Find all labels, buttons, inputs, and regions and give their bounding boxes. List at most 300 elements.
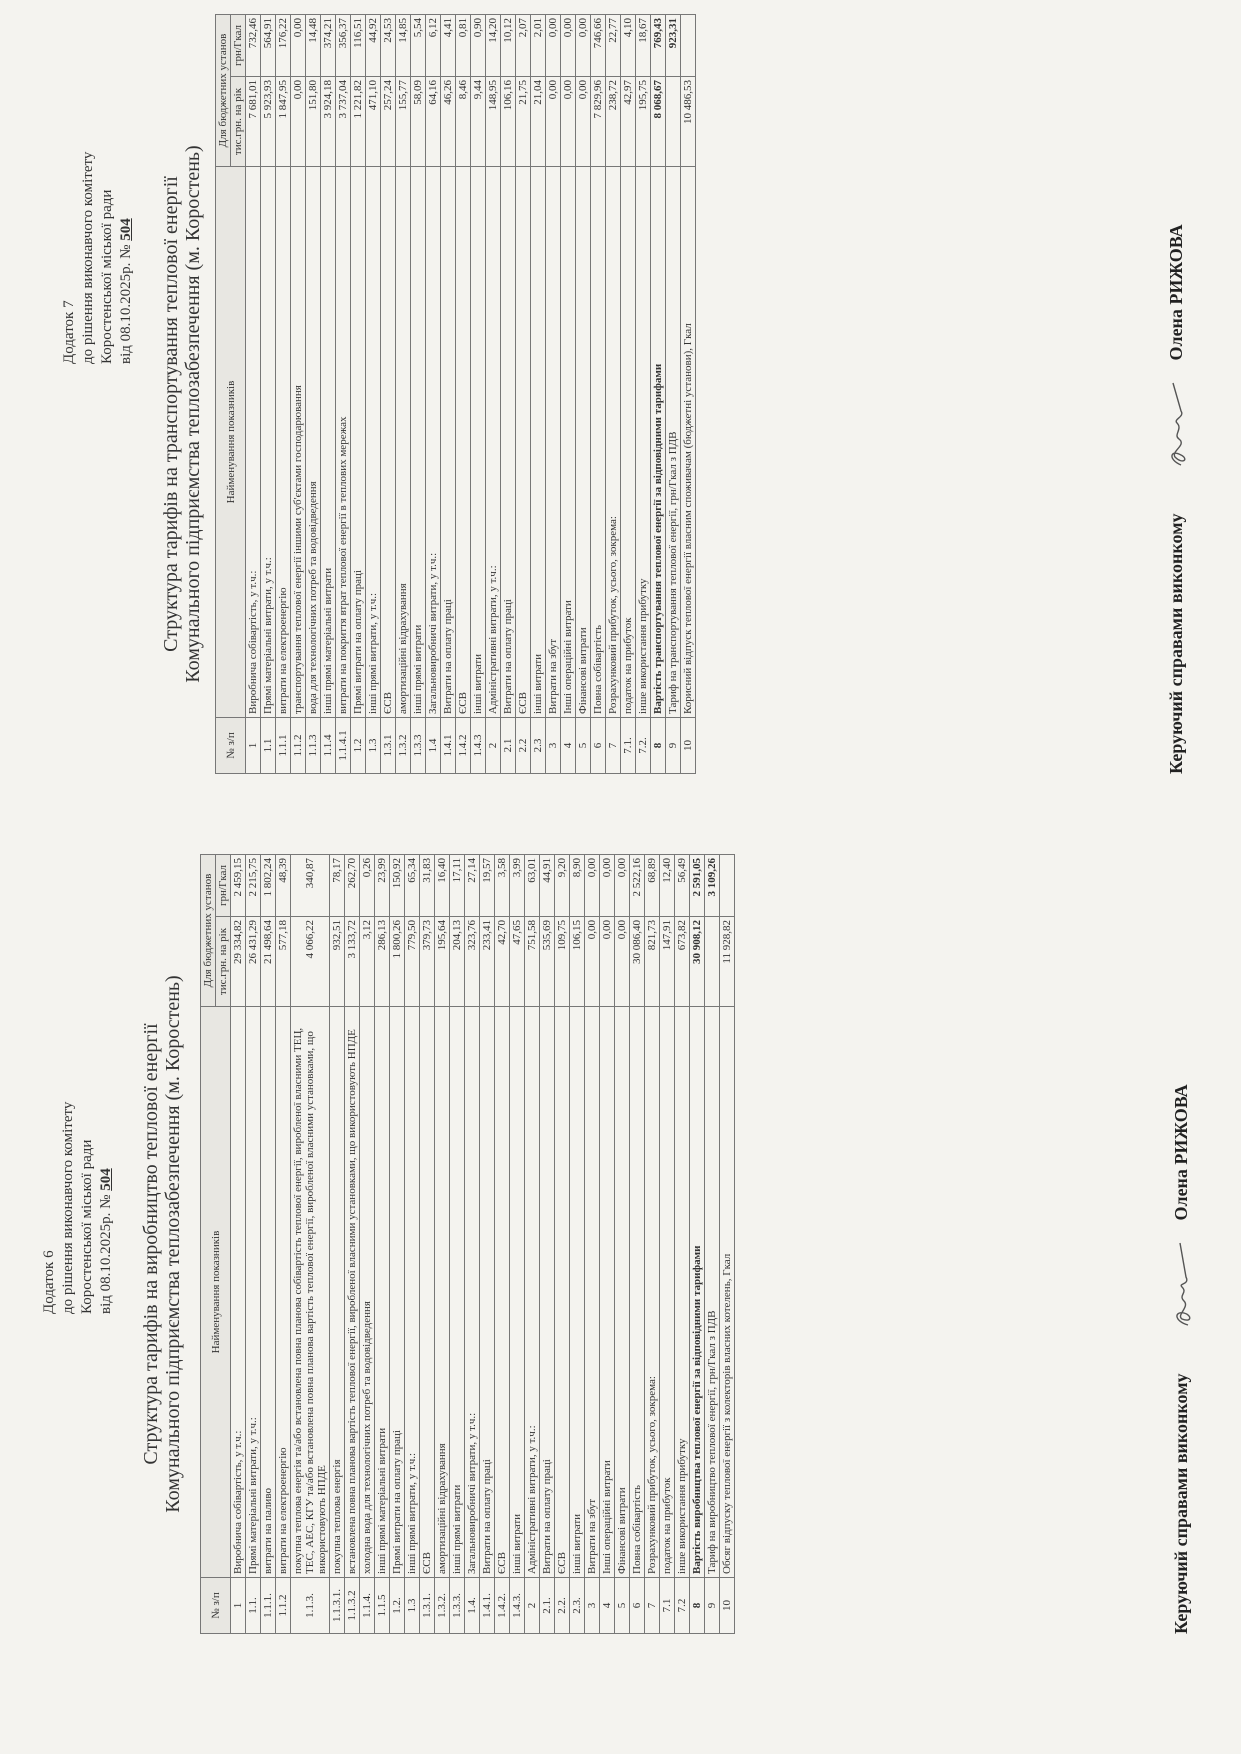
row-value-annual: 932,51 (330, 917, 345, 1007)
appendix-header (40, 1054, 116, 1314)
row-name: Фінансові витрати (576, 167, 591, 718)
row-value-per-gcal: 68,89 (645, 855, 660, 917)
page-title (160, 24, 204, 804)
row-name: Адміністративні витрати, у т.ч.: (525, 1007, 540, 1578)
table-row (321, 15, 336, 774)
row-value-annual: 7 829,96 (591, 77, 606, 167)
row-number: 1.1.4. (360, 1578, 375, 1634)
signature-image (1165, 379, 1191, 469)
row-name: інше використання прибутку (636, 167, 651, 718)
row-number: 8 (690, 1578, 705, 1634)
table-row (306, 15, 321, 774)
row-value-annual: 148,95 (486, 77, 501, 167)
row-value-annual: 257,24 (381, 77, 396, 167)
row-number: 9 (705, 1578, 720, 1634)
row-number: 3 (585, 1578, 600, 1634)
row-name: Витрати на оплату праці (501, 167, 516, 718)
row-value-per-gcal: 356,37 (336, 15, 351, 77)
row-number: 3 (546, 718, 561, 774)
table-row (330, 855, 345, 1634)
table-row (246, 15, 261, 774)
row-value-per-gcal: 4,10 (621, 15, 636, 77)
row-value-annual: 4 066,22 (291, 917, 330, 1007)
row-value-per-gcal: 14,85 (396, 15, 411, 77)
row-value-per-gcal: 44,92 (366, 15, 381, 77)
table-row (486, 15, 501, 774)
row-number: 8 (651, 718, 666, 774)
row-number: 7.2 (675, 1578, 690, 1634)
row-value-annual: 3 133,72 (345, 917, 360, 1007)
table-row (570, 855, 585, 1634)
row-value-per-gcal: 48,39 (276, 855, 291, 917)
table-row (396, 15, 411, 774)
row-value-annual: 3 737,04 (336, 77, 351, 167)
table-row (666, 15, 681, 774)
row-value-per-gcal: 19,57 (480, 855, 495, 917)
row-name: покупна теплова енергія (330, 1007, 345, 1578)
tariff-table (200, 854, 735, 1634)
table-row (435, 855, 450, 1634)
row-name: інші прямі витрати, у т.ч.: (366, 167, 381, 718)
table-row (516, 15, 531, 774)
row-value-annual: 46,26 (441, 77, 456, 167)
row-name: Витрати на збут (585, 1007, 600, 1578)
row-number: 1.1 (261, 718, 276, 774)
row-value-annual: 64,16 (426, 77, 441, 167)
row-value-annual: 30 908,12 (690, 917, 705, 1007)
table-row (456, 15, 471, 774)
appendix-line: від 08.10.2025р. № (98, 1194, 114, 1314)
table-body (231, 855, 735, 1634)
row-name: Виробнича собівартість, у т.ч.: (246, 167, 261, 718)
row-number: 1 (246, 718, 261, 774)
header-name: Найменування показників (201, 1007, 231, 1578)
row-name: інші прямі витрати (411, 167, 426, 718)
row-name: амортизаційні відрахування (396, 167, 411, 718)
row-number: 1.3.1 (381, 718, 396, 774)
row-value-per-gcal: 44,91 (540, 855, 555, 917)
row-name: інші витрати (570, 1007, 585, 1578)
row-number: 2.2. (555, 1578, 570, 1634)
order-number: 504 (118, 218, 134, 241)
row-name: інше використання прибутку (675, 1007, 690, 1578)
row-name: Інші операційні витрати (600, 1007, 615, 1578)
title-line: Комунального підприємства теплозабезпечення (м. Коростень) (182, 145, 204, 683)
row-value-annual: 0,00 (561, 77, 576, 167)
header-c1: тис.грн. на рік (216, 917, 231, 1007)
row-name: витрати на паливо (261, 1007, 276, 1578)
header-num: № з/п (201, 1578, 231, 1634)
row-value-annual: 7 681,01 (246, 77, 261, 167)
row-value-per-gcal: 0,00 (576, 15, 591, 77)
row-value-per-gcal: 14,48 (306, 15, 321, 77)
table-row (660, 855, 675, 1634)
row-name: Вартість виробництва теплової енергії за відповідними тарифами (690, 1007, 705, 1578)
row-value-annual: 379,73 (420, 917, 435, 1007)
row-value-per-gcal: 746,66 (591, 15, 606, 77)
row-number: 1.3.1. (420, 1578, 435, 1634)
row-value-per-gcal: 63,01 (525, 855, 540, 917)
row-value-annual (705, 917, 720, 1007)
table-row (381, 15, 396, 774)
row-value-annual: 26 431,29 (246, 917, 261, 1007)
footer-label: Керуючий справами виконкому (1166, 513, 1187, 774)
row-name: вода для технологічних потреб та водовідведення (306, 167, 321, 718)
table-row (501, 15, 516, 774)
row-value-per-gcal: 2 522,16 (630, 855, 645, 917)
row-value-annual: 471,10 (366, 77, 381, 167)
table-row (291, 15, 306, 774)
row-number: 2.1 (501, 718, 516, 774)
row-number: 7.1 (660, 1578, 675, 1634)
table-row (495, 855, 510, 1634)
row-number: 1.4.3. (510, 1578, 525, 1634)
table-row (450, 855, 465, 1634)
row-value-per-gcal: 56,49 (675, 855, 690, 917)
row-value-per-gcal: 0,26 (360, 855, 375, 917)
row-number: 6 (591, 718, 606, 774)
row-name: ЄСВ (555, 1007, 570, 1578)
table-row (576, 15, 591, 774)
row-value-annual: 106,16 (501, 77, 516, 167)
row-name: Витрати на оплату праці (480, 1007, 495, 1578)
row-name: інші витрати (531, 167, 546, 718)
row-number: 2.3 (531, 718, 546, 774)
table-row (465, 855, 480, 1634)
row-number: 6 (630, 1578, 645, 1634)
row-name: Витрати на збут (546, 167, 561, 718)
row-value-per-gcal: 65,34 (405, 855, 420, 917)
row-number: 2 (486, 718, 501, 774)
row-value-per-gcal: 769,43 (651, 15, 666, 77)
row-name: ЄСВ (495, 1007, 510, 1578)
row-number: 1.1.3.1. (330, 1578, 345, 1634)
table-row (411, 15, 426, 774)
row-number: 1.2. (390, 1578, 405, 1634)
row-value-per-gcal: 0,00 (546, 15, 561, 77)
row-value-annual: 238,72 (606, 77, 621, 167)
table-row (261, 855, 276, 1634)
table-row (420, 855, 435, 1634)
row-number: 1.1.3.2 (345, 1578, 360, 1634)
appendix-line: до рішення виконавчого комітету (60, 1101, 76, 1314)
table-row (510, 855, 525, 1634)
row-value-annual: 3,12 (360, 917, 375, 1007)
row-number: 1.3.3. (450, 1578, 465, 1634)
row-value-annual: 233,41 (480, 917, 495, 1007)
row-number: 1.4. (465, 1578, 480, 1634)
row-value-annual: 109,75 (555, 917, 570, 1007)
row-value-annual: 577,18 (276, 917, 291, 1007)
row-value-per-gcal: 150,92 (390, 855, 405, 917)
row-value-per-gcal: 9,20 (555, 855, 570, 917)
header-name: Найменування показників (216, 167, 246, 718)
row-name: Розрахунковий прибуток, усього, зокрема: (606, 167, 621, 718)
row-name: амортизаційні відрахування (435, 1007, 450, 1578)
row-value-annual: 323,76 (465, 917, 480, 1007)
signature-block (1170, 854, 1196, 1634)
table-row (591, 15, 606, 774)
row-value-per-gcal: 0,81 (456, 15, 471, 77)
row-value-per-gcal: 0,00 (585, 855, 600, 917)
table-row (615, 855, 630, 1634)
row-value-annual: 8,46 (456, 77, 471, 167)
order-number: 504 (98, 1168, 114, 1191)
row-number: 5 (615, 1578, 630, 1634)
row-value-per-gcal: 923,31 (666, 15, 681, 77)
row-value-annual: 535,69 (540, 917, 555, 1007)
table-row (540, 855, 555, 1634)
row-value-per-gcal (720, 855, 735, 917)
row-number: 1.4.2 (456, 718, 471, 774)
row-value-annual: 21 498,64 (261, 917, 276, 1007)
row-name: податок на прибуток (621, 167, 636, 718)
row-number: 1.1. (246, 1578, 261, 1634)
row-value-annual: 0,00 (585, 917, 600, 1007)
row-value-annual: 1 221,82 (351, 77, 366, 167)
row-name: інші прямі витрати (450, 1007, 465, 1578)
row-number: 1.1.4 (321, 718, 336, 774)
row-number: 1.3 (405, 1578, 420, 1634)
row-value-annual: 47,65 (510, 917, 525, 1007)
row-number: 7 (645, 1578, 660, 1634)
row-value-per-gcal: 24,53 (381, 15, 396, 77)
table-row (525, 855, 540, 1634)
row-value-annual: 9,44 (471, 77, 486, 167)
row-name: Прямі матеріальні витрати, у т.ч.: (246, 1007, 261, 1578)
row-name: витрати на покриття втрат теплової енергії в теплових мережах (336, 167, 351, 718)
header-c1: тис.грн. на рік (231, 77, 246, 167)
row-value-annual: 30 086,40 (630, 917, 645, 1007)
table-row (441, 15, 456, 774)
table-row (561, 15, 576, 774)
row-number: 2.1. (540, 1578, 555, 1634)
table-row (276, 15, 291, 774)
page-title (140, 844, 184, 1644)
row-number: 1.1.2 (291, 718, 306, 774)
table-row (345, 855, 360, 1634)
row-number: 9 (666, 718, 681, 774)
row-value-per-gcal: 116,51 (351, 15, 366, 77)
row-name: ЄСВ (420, 1007, 435, 1578)
row-name: Адміністративні витрати, у т.ч.: (486, 167, 501, 718)
appendix-line: до рішення виконавчого комітету (80, 151, 96, 364)
row-value-annual: 58,09 (411, 77, 426, 167)
table-row (600, 855, 615, 1634)
table-body (246, 15, 696, 774)
row-value-annual: 1 847,95 (276, 77, 291, 167)
row-value-annual: 1 800,26 (390, 917, 405, 1007)
row-value-per-gcal: 17,11 (450, 855, 465, 917)
table-row (291, 855, 330, 1634)
row-value-annual: 5 923,93 (261, 77, 276, 167)
footer-name: Олена РИЖОВА (1171, 1084, 1192, 1221)
table-row (261, 15, 276, 774)
title-line: Структура тарифів на виробництво теплової енергії (140, 1023, 162, 1465)
row-value-annual: 29 334,82 (231, 917, 246, 1007)
row-value-per-gcal: 23,99 (375, 855, 390, 917)
table-row (405, 855, 420, 1634)
row-value-per-gcal (681, 15, 696, 77)
row-value-per-gcal: 340,87 (291, 855, 330, 917)
row-value-annual: 751,58 (525, 917, 540, 1007)
table-row (720, 855, 735, 1634)
table-row (690, 855, 705, 1634)
table-row (651, 15, 666, 774)
row-name: Корисний відпуск теплової енергії власним споживачам (бюджетні установи), Гкал (681, 167, 696, 718)
row-name: інші прямі витрати, у т.ч.: (405, 1007, 420, 1578)
row-value-annual: 286,13 (375, 917, 390, 1007)
footer-label: Керуючий справами виконкому (1171, 1373, 1192, 1634)
row-value-per-gcal: 0,00 (561, 15, 576, 77)
row-value-annual: 0,00 (291, 77, 306, 167)
row-value-annual: 204,13 (450, 917, 465, 1007)
appendix-line: Коростенської міської ради (99, 189, 115, 364)
row-value-per-gcal: 3 109,26 (705, 855, 720, 917)
table-row (471, 15, 486, 774)
table-row (246, 855, 261, 1634)
table-row (375, 855, 390, 1634)
appendix-line: Додаток 7 (61, 300, 77, 364)
row-value-annual: 42,97 (621, 77, 636, 167)
table-row (621, 15, 636, 774)
row-name: Виробнича собівартість, у т.ч.: (231, 1007, 246, 1578)
row-value-per-gcal: 78,17 (330, 855, 345, 917)
row-value-annual: 195,64 (435, 917, 450, 1007)
row-value-per-gcal: 4,41 (441, 15, 456, 77)
row-value-annual: 0,00 (576, 77, 591, 167)
row-value-per-gcal: 1 802,24 (261, 855, 276, 917)
row-number: 1.3.2. (435, 1578, 450, 1634)
appendix-line: Коростенської міської ради (79, 1139, 95, 1314)
row-value-per-gcal: 262,70 (345, 855, 360, 917)
row-value-per-gcal: 6,12 (426, 15, 441, 77)
signature-image (1170, 1239, 1196, 1329)
row-number: 1.1.1. (261, 1578, 276, 1634)
row-name: Повна собівартість (630, 1007, 645, 1578)
table-row (546, 15, 561, 774)
appendix-line: Додаток 6 (41, 1250, 57, 1314)
row-value-per-gcal: 564,91 (261, 15, 276, 77)
table-row (351, 15, 366, 774)
row-number: 2 (525, 1578, 540, 1634)
table-row (675, 855, 690, 1634)
row-value-annual: 147,91 (660, 917, 675, 1007)
row-value-annual: 21,04 (531, 77, 546, 167)
row-value-per-gcal: 3,58 (495, 855, 510, 917)
row-name: Витрати на оплату праці (441, 167, 456, 718)
row-name: Загальновиробничі витрати, у т.ч.: (465, 1007, 480, 1578)
row-name: Інші операційні витрати (561, 167, 576, 718)
row-value-per-gcal: 16,40 (435, 855, 450, 917)
row-name: Обсяг відпуску теплової енергії з колекторів власних котелень, Гкал (720, 1007, 735, 1578)
row-number: 7 (606, 718, 621, 774)
header-num: № з/п (216, 718, 246, 774)
table-row (555, 855, 570, 1634)
table-row (390, 855, 405, 1634)
appendix-header (60, 64, 136, 364)
row-value-per-gcal: 2,01 (531, 15, 546, 77)
row-name: витрати на електроенергію (276, 1007, 291, 1578)
row-number: 5 (576, 718, 591, 774)
row-name: інші прямі матеріальні витрати (375, 1007, 390, 1578)
row-value-annual: 11 928,82 (720, 917, 735, 1007)
row-number: 1.3.3 (411, 718, 426, 774)
row-name: встановлена повна планова вартість теплової енергії, виробленої власними установками, що використовують НПДЕ (345, 1007, 360, 1578)
row-value-per-gcal: 0,90 (471, 15, 486, 77)
table-row (426, 15, 441, 774)
row-number: 1.1.5 (375, 1578, 390, 1634)
header-c2: грн/Гкал (216, 855, 231, 917)
row-name: інші витрати (471, 167, 486, 718)
table-row (645, 855, 660, 1634)
row-name: Фінансові витрати (615, 1007, 630, 1578)
appendix-date-line (97, 1054, 116, 1314)
row-number: 1.1.3 (306, 718, 321, 774)
table-row (705, 855, 720, 1634)
row-name: ЄСВ (381, 167, 396, 718)
row-name: транспортування теплової енергії іншими суб'єктами господарювання (291, 167, 306, 718)
row-number: 2.2 (516, 718, 531, 774)
row-value-per-gcal: 14,20 (486, 15, 501, 77)
row-value-per-gcal: 12,40 (660, 855, 675, 917)
footer-name: Олена РИЖОВА (1166, 224, 1187, 361)
row-value-per-gcal: 0,00 (600, 855, 615, 917)
row-name: Тариф на транспортування теплової енергії, грн/Гкал з ПДВ (666, 167, 681, 718)
table-row (480, 855, 495, 1634)
table-row (681, 15, 696, 774)
appendix-line: від 08.10.2025р. № (118, 244, 134, 364)
row-value-annual: 0,00 (546, 77, 561, 167)
row-value-annual: 151,80 (306, 77, 321, 167)
row-number: 1.4.2. (495, 1578, 510, 1634)
row-value-annual: 3 924,18 (321, 77, 336, 167)
row-name: покупна теплова енергія та/або встановлена повна планова собівартість теплової енергії, виробленої власними ТЕЦ, ТЕС, АЕС, КГУ та/або встановлена повна планова вартість теплової енергії, виробленої власними установками, що використовують НПДЕ (291, 1007, 330, 1578)
row-value-per-gcal: 2 459,15 (231, 855, 246, 917)
row-name: ЄСВ (456, 167, 471, 718)
row-value-per-gcal: 31,83 (420, 855, 435, 917)
table-row (606, 15, 621, 774)
row-name: інші витрати (510, 1007, 525, 1578)
row-name: податок на прибуток (660, 1007, 675, 1578)
row-value-per-gcal: 2 591,05 (690, 855, 705, 917)
row-name: Прямі витрати на оплату праці (390, 1007, 405, 1578)
row-value-per-gcal: 8,90 (570, 855, 585, 917)
row-name: Прямі витрати на оплату праці (351, 167, 366, 718)
table-row (336, 15, 351, 774)
row-value-per-gcal: 10,12 (501, 15, 516, 77)
row-number: 1.4.1 (441, 718, 456, 774)
row-number: 7.2. (636, 718, 651, 774)
row-name: Повна собівартість (591, 167, 606, 718)
title-line: Структура тарифів на транспортування теплової енергії (160, 176, 182, 652)
row-value-annual: 21,75 (516, 77, 531, 167)
row-number: 1.1.4.1 (336, 718, 351, 774)
row-number: 1.1.3. (291, 1578, 330, 1634)
row-value-per-gcal: 0,00 (615, 855, 630, 917)
tariff-table (215, 14, 696, 774)
table-row (366, 15, 381, 774)
header-group: Для бюджетних установ (201, 855, 216, 1007)
table-row (630, 855, 645, 1634)
table-row (231, 855, 246, 1634)
header-group: Для бюджетних установ (216, 15, 231, 167)
row-name: ЄСВ (516, 167, 531, 718)
row-value-annual: 195,75 (636, 77, 651, 167)
row-number: 2.3. (570, 1578, 585, 1634)
signature-block (1165, 14, 1191, 774)
row-value-per-gcal: 732,46 (246, 15, 261, 77)
